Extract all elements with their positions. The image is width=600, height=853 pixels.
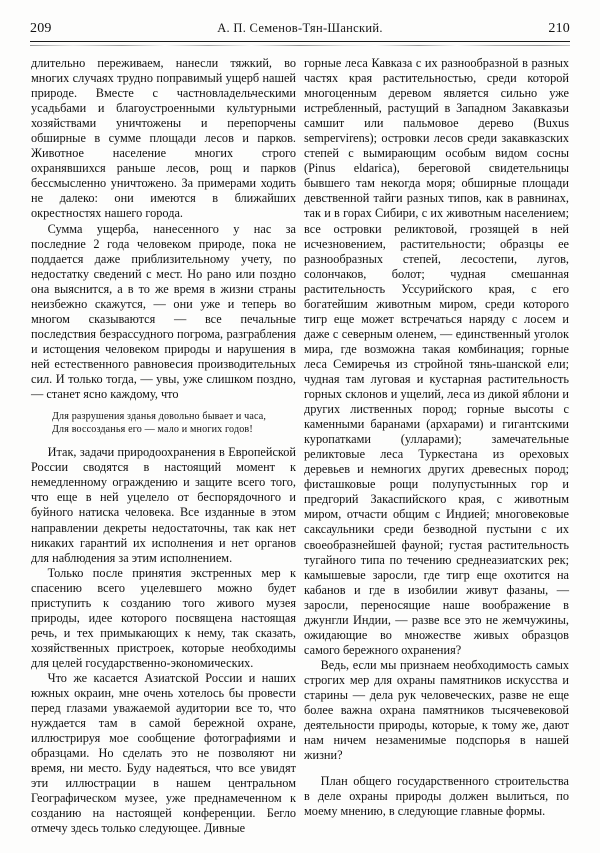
paragraph: горные леса Кавказа с их разнообразной в разных частях края растительностью, среди которой многоценным деревом является сильно уже истребленный, растущий в Западном Закавказьи самшит или пальмовое дерево (Buxus sempervirens); островки лесов среди закавказских степей с вымирающим особым видом сосны (Pinus eldarica), береговой свидетельницы бывшего там некогда моря; обширные площади девственной тайги разных типов, как в равнинах, так и в горах Сибири, с их животным населением; все островки реликтовой, грозящей в ней исчезновением, растительности; образцы ее разнообразных степей, лесостепи, лугов, солончаков, болот; чудная смешанная растительность Уссурийского края, с его богатейшим животным миром, среди которого тигр еще может встречаться наряду с лосем и даже с северным оленем, — единственный уголок мира, где возможна такая комбинация; горные леса Семиречья из стройной тянь-шанской ели; чудная там луговая и кустарная растительность горных склонов и ущелий, леса из дикой яблони и других лиственных пород; горные высоты с каменными баранами (архарами) и гигантскими куропатками (улларами); замечательные реликтовые леса Туркестана из ореховых деревьев и немногих других древесных пород; фисташковые рощи полупустынных гор и предгорий Закаспийского края, с животным миром, отчасти общим с Индией; многовековые саксаульники среди безводной пустыни с их своеобразнейшей фауной; густая растительность тугайного типа по течению среднеазиатских рек; камышевые заросли, где тигр еще охотится на кабанов и где в изобилии живут фазаны, — заросли, переносящие наше воображение в джунгли Индии, — разве все это не жемчужины, ожидающие во множестве живых образцов самого бережного охранения? — [304, 56, 569, 657]
verse-line: Для воссозданья его — мало и многих годов! — [52, 423, 253, 435]
header-rule-smudge — [30, 45, 570, 47]
text-column-left — [31, 56, 296, 836]
text-column-right — [304, 56, 569, 819]
paragraph: Что же касается Азиатской России и наших южных окраин, мне очень хотелось бы провести перед глазами уважаемой аудитории все то, что нуждается там в самой бережной охране, иллюстрируя мое сообщение фотографиями и образцами. Но сделать это не позволяют ни время, ни место. Буду надеяться, что все увидят эти иллюстрации в нашем центральном Географическом музее, уже преднамеченном к созданию на настоящей конференции. Бегло отмечу здесь только следующее. Дивные — [31, 670, 296, 836]
paragraph: длительно переживаем, нанесли тяжкий, во многих случаях трудно поправимый ущерб нашей природе. Вместе с частновладельческими усадьбами и благоустроенными культурными хозяйствами уничтожены и перепорчены обширные в сумме площади лесов и парков. Животное население многих строго охранявшихся раньше лесов, рощ и парков бессмысленно уничтожено. За примерами ходить не далеко: они имеются в ближайших окрестностях нашего города. — [31, 56, 296, 221]
header-rule — [30, 41, 570, 42]
folio-left: 209 — [30, 21, 52, 36]
paragraph: Сумма ущерба, нанесенного у нас за последние 2 года человеком природе, пока не поддается даже приблизительному учету, по недостатку сведений с мест. Но рано или поздно она выяснится, а в то же время в жизни страны неизбежно скажутся, — они уже и теперь во многом сказываются — все печальные последствия безрассудного погрома, разграбления и истощения человеком природы и нарушения в ней естественного равновесия производительных сил. И только тогда, — увы, уже слишком поздно, — станет ясно каждому, что — [31, 221, 296, 402]
paragraph: План общего государственного строительства в деле охраны природы должен вылиться, по моему мнению, в следующие главные формы. — [304, 774, 569, 819]
verse-quotation — [31, 411, 296, 436]
running-head-title: А. П. Семенов-Тян-Шанский. — [217, 21, 383, 35]
paragraph: Ведь, если мы признаем необходимость самых строгих мер для охраны памятников искусства и старины — дела рук человеческих, разве не еще более важна охрана памятников тысячевековой деятельности природы, которые, к тому же, дают нам ничем незаменимые подспорья в нашей жизни? — [304, 657, 569, 763]
folio-right: 210 — [548, 21, 570, 36]
paragraph: Только после принятия экстренных мер к спасению всего уцелевшего можно будет приступить к созданию того живого музея природы, идее которого посвящена настоящая речь, и тех примыкающих к нему, так сказать, хозяйственных пристроек, которые необходимы для целей государственно-экономических. — [31, 565, 296, 670]
running-head — [30, 21, 570, 41]
verse-line: Для разрушения зданья довольно бывает и часа, — [52, 411, 267, 423]
paragraph: Итак, задачи природоохранения в Европейской России сводятся в настоящий момент к немедленному ограждению и защите всего того, что еще в ней уцелело от беспорядочного и буйного натиска человека. Все изданные в этом направлении декреты недостаточны, так как нет никаких гарантий их исполнения и нет органов для наблюдения за этим исполнением. — [31, 445, 296, 565]
paragraph-spacer — [304, 763, 569, 774]
